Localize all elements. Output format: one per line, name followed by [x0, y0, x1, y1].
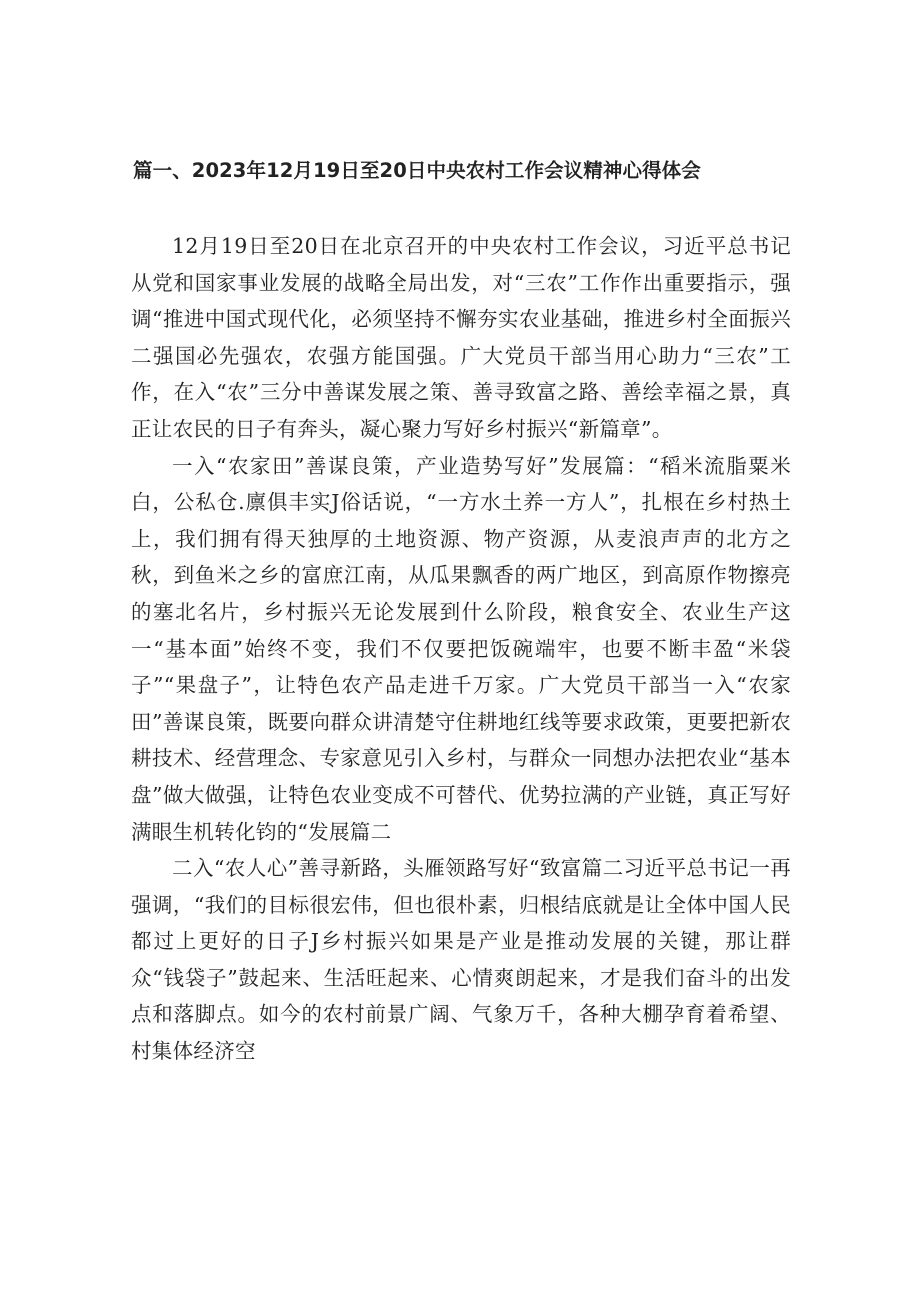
document-body	[131, 228, 791, 1070]
document-title: 篇一、2023年12月19日至20日中央农村工作会议精神心得体会	[133, 159, 701, 182]
paragraph-intro: 12月19日至20日在北京召开的中央农村工作会议，习近平总书记从党和国家事业发展的战略全局出发，对“三农”工作作出重要指示，强调“推进中国式现代化，必须坚持不懈夯实农业基础，推进乡村全面振兴二强国必先强农，农强方能国强。广大党员干部当用心助力“三农”工作，在入“农”三分中善谋发展之策、善寻致富之路、善绘幸福之景，真正让农民的日子有奔头，凝心聚力写好乡村振兴“新篇章”。	[131, 234, 791, 441]
paragraph-farmer-heart: 二入“农人心”善寻新路，头雁领路写好“致富篇二习近平总书记一再强调，“我们的目标很宏伟，但也很朴素，归根结底就是让全体中国人民都过上更好的日子J乡村振兴如果是产业是推动发展的关键，那让群众“钱袋子”鼓起来、生活旺起来、心情爽朗起来，才是我们奋斗的出发点和落脚点。如今的农村前景广阔、气象万千，各种大棚孕育着希望、村集体经济空	[131, 856, 791, 1064]
paragraph-farm-field: 一入“农家田”善谋良策，产业造势写好”发展篇：“稻米流脂粟米白，公私仓.廪俱丰实J俗话说，“一方水土养一方人”，扎根在乡村热土上，我们拥有得天独厚的土地资源、物产资源，从麦浪声声的北方之秋，到鱼米之乡的富庶江南，从瓜果飘香的两广地区，到高原作物擦亮的塞北名片，乡村振兴无论发展到什么阶段，粮食安全、农业生产这一“基本面”始终不变，我们不仅要把饭碗端牢，也要不断丰盈“米袋子”“果盘子”，让特色农产品走进千万家。广大党员干部当一入“农家田”善谋良策，既要向群众讲清楚守住耕地红线等要求政策，更要把新农耕技术、经营理念、专家意见引入乡村，与群众一同想办法把农业“基本盘”做大做强，让特色农业变成不可替代、优势拉满的产业链，真正写好满眼生机转化钧的“发展篇二	[131, 453, 791, 844]
